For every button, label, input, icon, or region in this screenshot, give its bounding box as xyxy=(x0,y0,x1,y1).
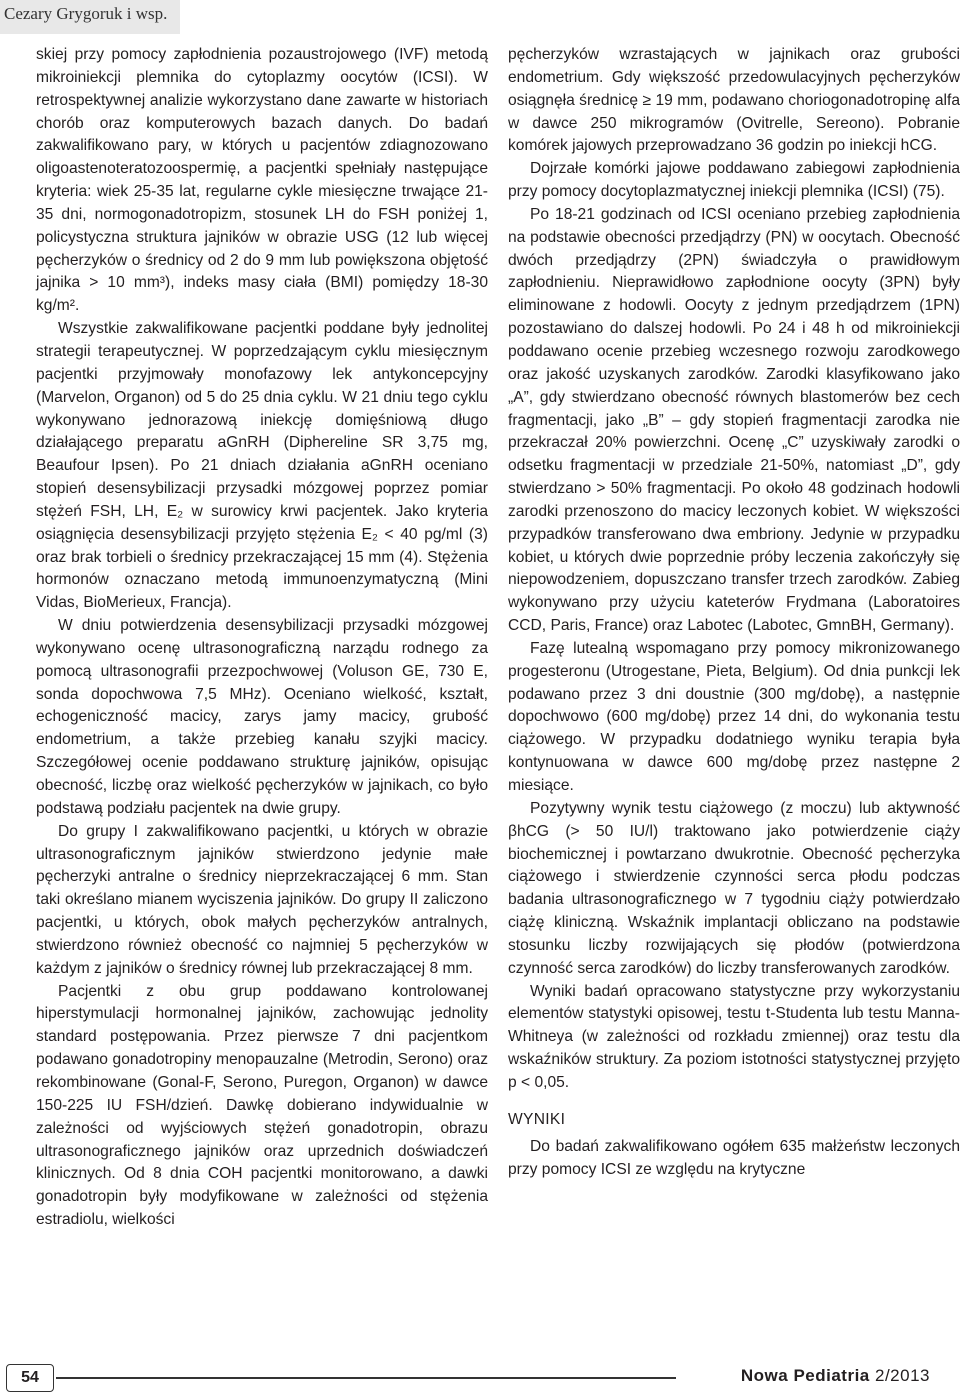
paragraph: Wyniki badań opracowano statystyczne przy wykorzystaniu elementów statystyki opisowej, testu t-Studenta lub testu Manna-Whitneya (w zależności od rozkładu zmiennej) oraz testu dla wskaźników struktury. Za poziom istotności statystycznej przyjęto p < 0,05. xyxy=(508,982,960,1091)
paragraph: Pacjentki z obu grup poddawano kontrolowanej hiperstymulacji hormonalnej jajników, zachowując jednolity standard postępowania. Przez pierwsze 7 dni pacjentkom podawano gonadotropiny menopauzalne (Metrodin, Serono) oraz rekombinowane (Gonal-F, Serono, Puregon, Organon) w dawce 150-225 IU FSH/dzień. Dawkę dobierano indywidualnie w zależności od wyjściowych stężeń gonadotropin, obrazu ultrasonograficznego jajników oraz uprzednich doświadczeń klinicznych. Od 8 dnia COH pacjentki monitorowano, a dawki gonadotropin były modyfikowane w zależności od stężenia estradiolu, wielkości xyxy=(36,982,488,1229)
paragraph: W dniu potwierdzenia desensybilizacji przysadki mózgowej wykonywano ocenę ultrasonograficzną narządu rodnego za pomocą ultrasonografii przezpochwowej (Voluson GE, 730 E, sonda dopochwowa 7,5 MHz). Oceniano wielkość, kształt, echogeniczność macicy, zarys jamy macicy, grubość endometrium, a także przebieg kanału szyjki macicy. Szczegółowej ocenie poddawano strukturę jajników, opisując obecność, liczbę oraz wielkość pęcherzyków w jajnikach, co było podstawą podziału pacjentek na dwie grupy. xyxy=(36,617,488,817)
journal-title: Nowa Pediatria xyxy=(740,1366,870,1385)
running-header xyxy=(0,0,180,34)
paragraph: skiej przy pomocy zapłodnienia pozaustrojowego (IVF) metodą mikroiniekcji plemnika do cytoplazmy oocytów (ICSI). W retrospektywnej analizie wykorzystano dane zawarte w historiach chorób oraz komputerowych bazach danych. Do badań zakwalifikowano pary, w których u pacjentów zdiagnozowano oligoastenoteratozoospermię, a pacjentki spełniały następujące kryteria: wiek 25-35 lat, regularne cykle miesięczne trwające 21-35 dni, normogonadotropizm, stosunek LH do FSH poniżej 1, policystyczna struktura jajników w obrazie USG (12 lub więcej pęcherzyków o średnicy od 2 do 9 mm lub powiększona objętość jajnika > 10 mm³), indeks masy ciała (BMI) pomiędzy 18-30 kg/m². xyxy=(36,46,488,315)
paragraph: Dojrzałe komórki jajowe poddawano zabiegowi zapłodnienia przy pomocy docytoplazmatycznej iniekcji plemnika (ICSI) (75). xyxy=(508,160,960,201)
footer-rule xyxy=(56,1377,676,1379)
paragraph: Po 18-21 godzinach od ICSI oceniano przebieg zapłodnienia na podstawie obecności przedjądrzy (PN) w oocytach. Obecność dwóch przedjądrzy (2PN) świadczyła o prawidłowym zapłodnieniu. Nieprawidłowo zapłodnione oocyty (3PN) były eliminowane z hodowli. Oocyty z jednym przedjądrzem (1PN) pozostawiano do dalszej hodowli. Po 24 i 48 h od mikroiniekcji poddawano ocenie przebieg wczesnego rozwoju zarodkowego oraz jakość uzyskanych zarodków. Zarodki klasyfikowano jako „A”, gdy stwierdzano obecność równych blastomerów bez cech fragmentacji, jako „B” – gdy stopień fragmentacji zarodka nie przekraczał 20% powierzchni. Ocenę „C” uzyskiwały zarodki o odsetku fragmentacji w przedziale 21-50%, natomiast „D”, gdy stwierdzano > 50% fragmentacji. Po około 48 godzinach hodowli zarodki przenoszono do macicy leczonych kobiet. W większości przypadków transferowano dwa embriony. Jedynie w przypadku kobiet, u których dwie poprzednie próby leczenia zakończyły się niepowodzeniem, dopuszczano transfer trzech zarodków. Zabieg wykonywano przy użyciu kateterów Frydmana (Laboratoires CCD, Paris, France) oraz Labotec (Labotec, GmnBH, Germany). xyxy=(508,205,960,635)
paragraph: Do badań zakwalifikowano ogółem 635 małżeństw leczonych przy pomocy ICSI ze względu na krytyczne xyxy=(508,1137,960,1178)
section-heading: WYNIKI xyxy=(508,1110,566,1128)
paragraph: Pozytywny wynik testu ciążowego (z moczu) lub aktywność βhCG (> 50 IU/l) traktowano jako potwierdzenie ciąży biochemicznej i powtarzano dwukrotnie. Obecność pęcherzyka ciążowego i stwierdzenie czynności serca płodu podczas badania ultrasonograficznego w 7 tygodniu ciąży potwierdzało ciążę kliniczną. Wskaźnik implantacji obliczano na podstawie stosunku liczby rozwijających się płodów (potwierdzona czynność serca zarodków) do liczby transferowanych zarodków. xyxy=(508,799,960,977)
page-number: 54 xyxy=(21,1369,39,1386)
paragraph: Wszystkie zakwalifikowane pacjentki poddane były jednolitej strategii terapeutycznej. W poprzedzającym cyklu miesięcznym pacjentki przyjmowały monofazowy lek antykoncepcyjny (Marvelon, Organon) od 5 do 25 dnia cyklu. W 21 dniu tego cyklu wykonywano jednorazową iniekcję domięśniową długo działającego preparatu aGnRH (Diphereline SR 3,75 mg, Beaufour Ipsen). Po 21 dniach działania aGnRH oceniano stopień desensybilizacji przysadki mózgowej poprzez pomiar stężeń FSH, LH, E₂ w surowicy krwi pacjentek. Jako kryteria osiągnięcia desensybilizacji przyjęto stężenia E₂ < 40 pg/ml (3) oraz brak torbieli o średnicy przekraczającej 15 mm (4). Stężenia hormonów oznaczano metodą immunoenzymatyczną (Mini Vidas, BioMerieux, Francja). xyxy=(36,320,488,612)
journal-issue: 2/2013 xyxy=(875,1366,930,1385)
running-head-text: Cezary Grygoruk i wsp. xyxy=(4,4,168,23)
paragraph: Do grupy I zakwalifikowano pacjentki, u których w obrazie ultrasonograficznym jajników stwierdzono jedynie małe pęcherzyki antralne o średnicy nieprzekraczającej 6 mm. Stan taki określano mianem wyciszenia jajników. Do grupy II zaliczono pacjentki, u których, obok małych pęcherzyków antralnych, stwierdzono również obecność co najmniej 5 pęcherzyków w każdym z jajników o średnicy równej lub przekraczającej 8 mm. xyxy=(36,822,488,977)
left-column xyxy=(36,44,488,1232)
paragraph: Fazę lutealną wspomagano przy pomocy mikronizowanego progesteronu (Utrogestane, Pieta, Belgium). Od dnia punkcji lek podawano przez 3 dni doustnie (300 mg/dobę), a następnie dopochwowo (600 mg/dobę) przez 14 dni, do wykonania testu ciążowego. W przypadku dodatniego wyniku terapia była kontynuowana w dawce 600 mg/dobę przez następne 2 miesiące. xyxy=(508,639,960,794)
paragraph: pęcherzyków wzrastających w jajnikach oraz grubości endometrium. Gdy większość przedowulacyjnych pęcherzyków osiągnęła średnicę ≥ 19 mm, podawano choriogonadotropinę alfa w dawce 250 mikrogramów (Ovitrelle, Sereono). Pobranie komórek jajowych przeprowadzano 36 godzin po iniekcji hCG. xyxy=(508,46,960,155)
right-column xyxy=(508,44,960,1181)
page-number-box xyxy=(6,1364,54,1392)
journal-name xyxy=(741,1366,930,1386)
